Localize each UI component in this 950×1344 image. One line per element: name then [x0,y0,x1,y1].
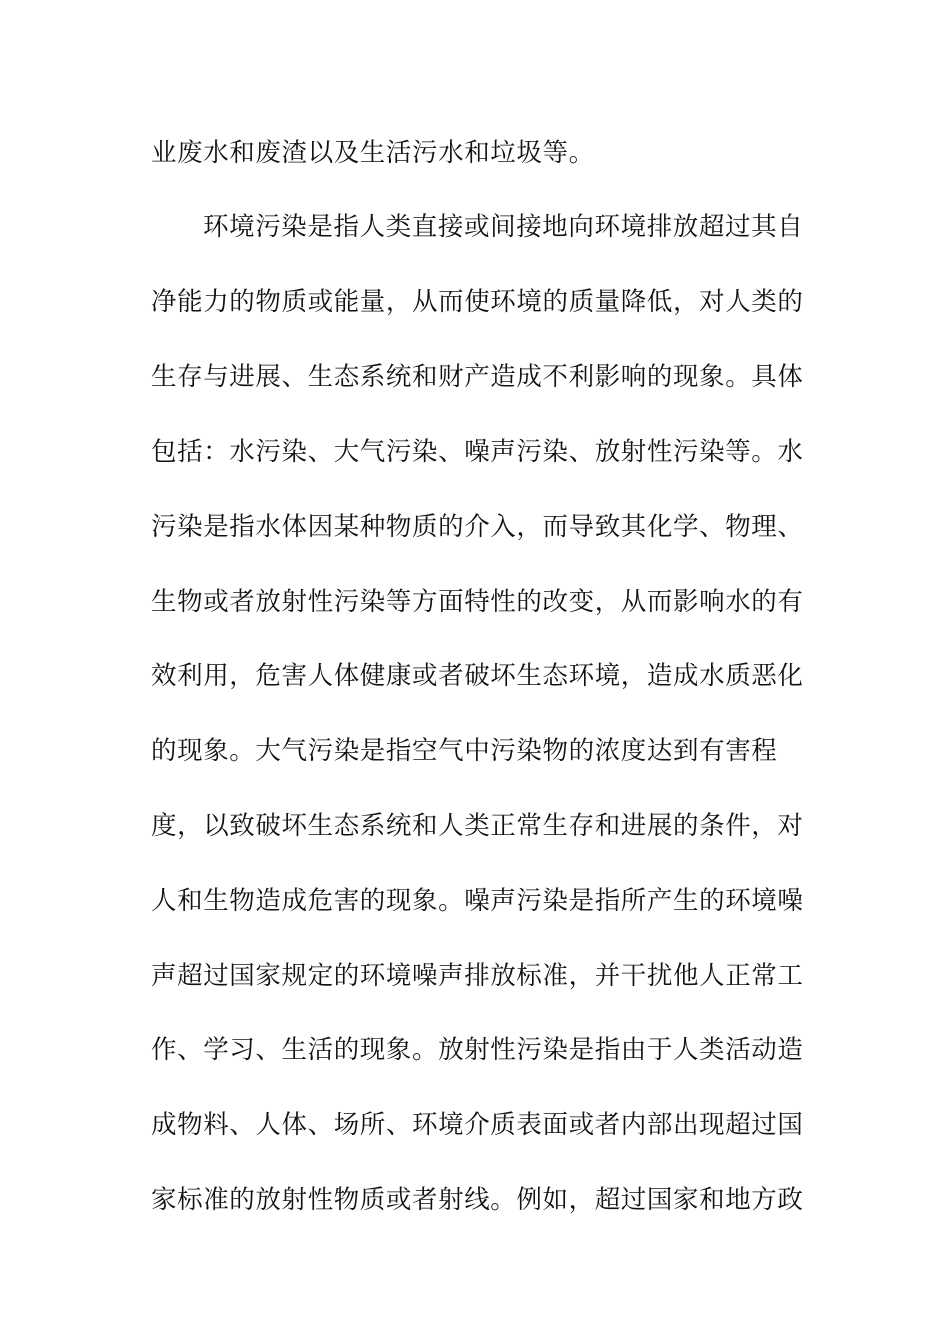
text-line-5: 包括：水污染、大气污染、噪声污染、放射性污染等。水 [151,437,804,467]
text-line-14: 成物料、人体、场所、环境介质表面或者内部出现超过国 [151,1110,804,1140]
text-line-13: 作、学习、生活的现象。放射性污染是指由于人类活动造 [151,1035,804,1065]
text-line-8: 效利用，危害人体健康或者破坏生态环境，造成水质恶化 [151,661,804,691]
text-line-3: 净能力的物质或能量，从而使环境的质量降低，对人类的 [151,287,804,317]
text-line-2: 环境污染是指人类直接或间接地向环境排放超过其自 [203,212,804,242]
text-line-1: 业废水和废渣以及生活污水和垃圾等。 [151,138,595,168]
text-line-12: 声超过国家规定的环境噪声排放标准，并干扰他人正常工 [151,961,804,991]
text-line-6: 污染是指水体因某种物质的介入，而导致其化学、物理、 [151,512,804,542]
text-line-11: 人和生物造成危害的现象。噪声污染是指所产生的环境噪 [151,886,804,916]
text-line-10: 度，以致破坏生态系统和人类正常生存和进展的条件，对 [151,811,804,841]
text-line-4: 生存与进展、生态系统和财产造成不利影响的现象。具体 [151,362,804,392]
text-line-7: 生物或者放射性污染等方面特性的改变，从而影响水的有 [151,587,804,617]
text-line-15: 家标准的放射性物质或者射线。例如，超过国家和地方政 [151,1185,804,1215]
text-line-9: 的现象。大气污染是指空气中污染物的浓度达到有害程 [151,736,778,766]
